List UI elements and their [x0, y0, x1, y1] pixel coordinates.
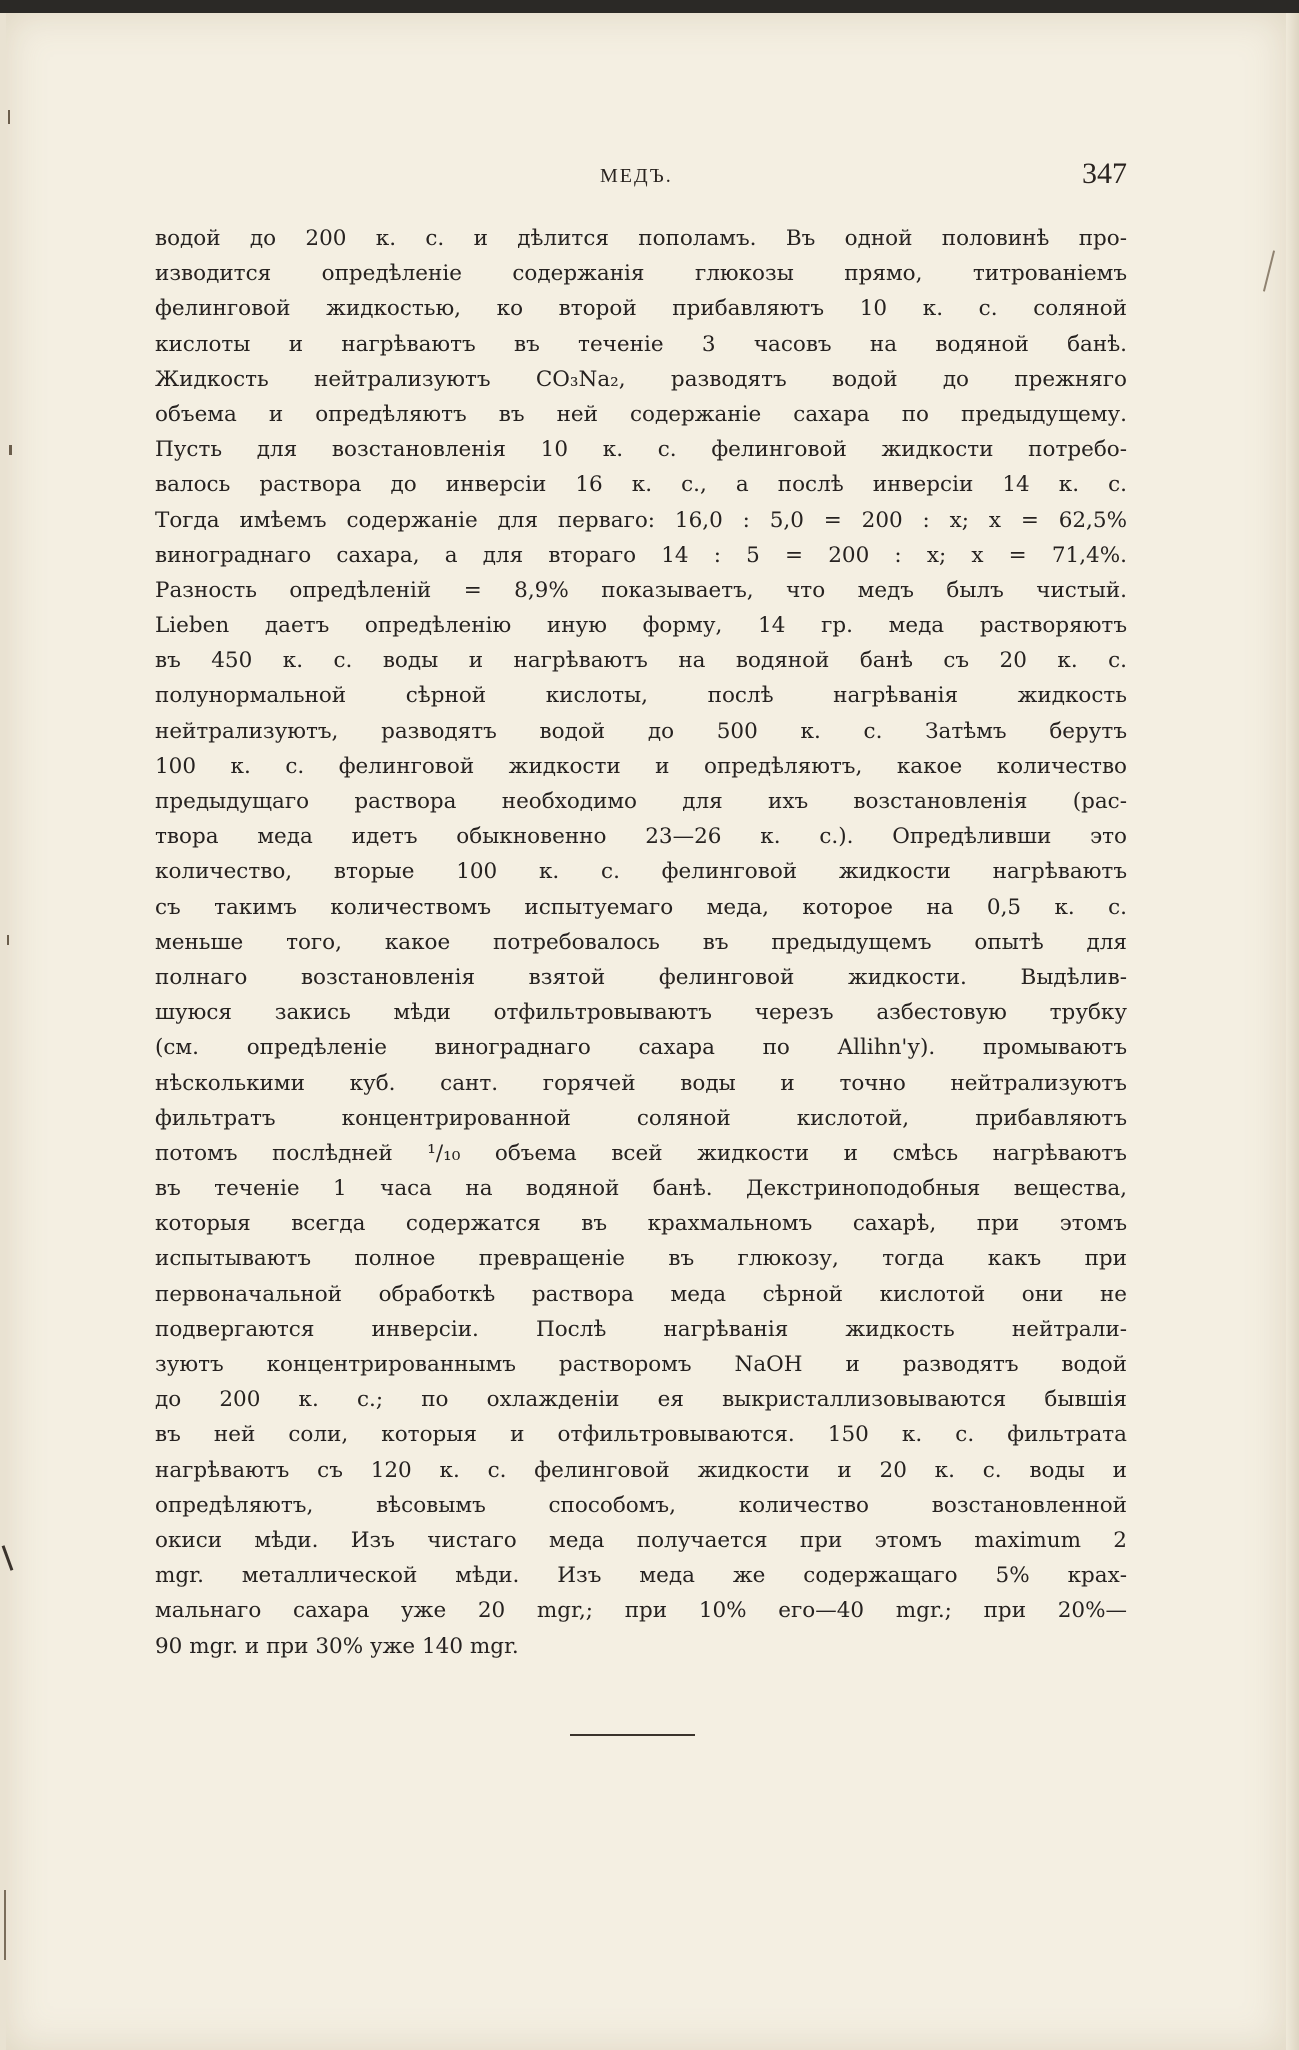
text-line: съ такимъ количествомъ испытуемаго меда, которое на 0,5 к. с.: [155, 894, 1127, 920]
text-line: полнаго возстановленія взятой фелинговой жидкости. Выдѣлив-: [155, 964, 1127, 990]
text-line: валось раствора до инверсіи 16 к. с., а послѣ инверсіи 14 к. с.: [155, 472, 1127, 498]
margin-mark: [9, 445, 12, 455]
text-line: въ теченіе 1 часа на водяной банѣ. Декстриноподобныя вещества,: [155, 1176, 1127, 1202]
text-line: подвергаются инверсіи. Послѣ нагрѣванія жидкость нейтрали-: [155, 1316, 1127, 1342]
text-line: въ ней соли, которыя и отфильтровываются. 150 к. с. фильтрата: [155, 1422, 1127, 1448]
page-right-edge: [1286, 13, 1299, 2050]
text-line: объема и опредѣляютъ въ ней содержаніе сахара по предыдущему.: [155, 401, 1127, 427]
text-line: винограднаго сахара, а для втораго 14 : 5 = 200 : x; x = 71,4%.: [155, 542, 1127, 568]
text-line: мальнаго сахара уже 20 mgr,; при 10% его—40 mgr.; при 20%—: [155, 1598, 1127, 1624]
text-line: Разность опредѣленій = 8,9% показываетъ, что медъ былъ чистый.: [155, 577, 1127, 603]
text-line: которыя всегда содержатся въ крахмальномъ сахарѣ, при этомъ: [155, 1211, 1127, 1237]
text-line: 90 mgr. и при 30% уже 140 mgr.: [155, 1633, 519, 1659]
text-line: Пусть для возстановленія 10 к. с. фелинговой жидкости потребо-: [155, 437, 1127, 463]
text-line: кислоты и нагрѣваютъ въ теченіе 3 часовъ на водяной банѣ.: [155, 331, 1127, 357]
text-line: твора меда идетъ обыкновенно 23—26 к. с.). Опредѣливши это: [155, 824, 1127, 850]
text-line: нейтрализуютъ, разводятъ водой до 500 к. с. Затѣмъ берутъ: [155, 718, 1127, 744]
end-rule: [570, 1734, 695, 1736]
text-line: 100 к. с. фелинговой жидкости и опредѣляютъ, какое количество: [155, 753, 1127, 779]
text-line: количество, вторые 100 к. с. фелинговой жидкости нагрѣваютъ: [155, 859, 1127, 885]
text-line: окиси мѣди. Изъ чистаго меда получается при этомъ maximum 2: [155, 1527, 1127, 1553]
text-line: нагрѣваютъ съ 120 к. с. фелинговой жидкости и 20 к. с. воды и: [155, 1457, 1127, 1483]
text-line: шуюся закись мѣди отфильтровываютъ черезъ азбестовую трубку: [155, 1000, 1127, 1026]
text-line: Жидкость нейтрализуютъ CO₃Na₂, разводятъ водой до прежняго: [155, 366, 1127, 392]
text-line: изводится опредѣленіе содержанія глюкозы прямо, титрованіемъ: [155, 261, 1127, 287]
text-line: въ 450 к. с. воды и нагрѣваютъ на водяной банѣ съ 20 к. с.: [155, 648, 1127, 674]
text-line: потомъ послѣдней ¹/₁₀ объема всей жидкости и смѣсь нагрѣваютъ: [155, 1140, 1127, 1166]
running-title: МЕДЪ.: [600, 165, 673, 187]
text-line: первоначальной обработкѣ раствора меда сѣрной кислотой они не: [155, 1281, 1127, 1307]
margin-mark: [4, 1890, 6, 1960]
text-line: фильтратъ концентрированной соляной кислотой, прибавляютъ: [155, 1105, 1127, 1131]
text-line: предыдущаго раствора необходимо для ихъ возстановленія (рас-: [155, 789, 1127, 814]
page-number: 347: [1082, 157, 1127, 190]
text-line: Тогда имѣемъ содержаніе для перваго: 16,0 : 5,0 = 200 : x; x = 62,5%: [155, 507, 1127, 533]
text-line: испытываютъ полное превращеніе въ глюкозу, тогда какъ при: [155, 1246, 1127, 1272]
scan-top-edge: [0, 0, 1299, 13]
text-line: mgr. металлической мѣди. Изъ меда же содержащаго 5% крах-: [155, 1563, 1127, 1589]
text-line: до 200 к. с.; по охлажденіи ея выкристаллизовываются бывшія: [155, 1387, 1127, 1413]
text-line: нѣсколькими куб. сант. горячей воды и точно нейтрализуютъ: [155, 1070, 1127, 1096]
margin-mark: [7, 935, 9, 945]
text-line: водой до 200 к. с. и дѣлится пополамъ. Въ одной половинѣ про-: [155, 226, 1127, 251]
text-line: (см. опредѣленіе винограднаго сахара по Allihn'у). промываютъ: [155, 1035, 1127, 1061]
body-text: [155, 221, 1127, 1664]
text-line: опредѣляютъ, вѣсовымъ способомъ, количество возстановленной: [155, 1492, 1127, 1518]
text-line: полунормальной сѣрной кислоты, послѣ нагрѣванія жидкость: [155, 683, 1127, 709]
text-line: Lieben даетъ опредѣленію иную форму, 14 гр. меда растворяютъ: [155, 613, 1127, 639]
text-line: фелинговой жидкостью, ко второй прибавляютъ 10 к. с. соляной: [155, 296, 1127, 322]
text-line: зуютъ концентрированнымъ растворомъ NaOH и разводятъ водой: [155, 1352, 1127, 1377]
margin-mark: [8, 110, 10, 124]
page-header: [155, 155, 1127, 195]
text-line: меньше того, какое потребовалось въ предыдущемъ опытѣ для: [155, 929, 1127, 955]
